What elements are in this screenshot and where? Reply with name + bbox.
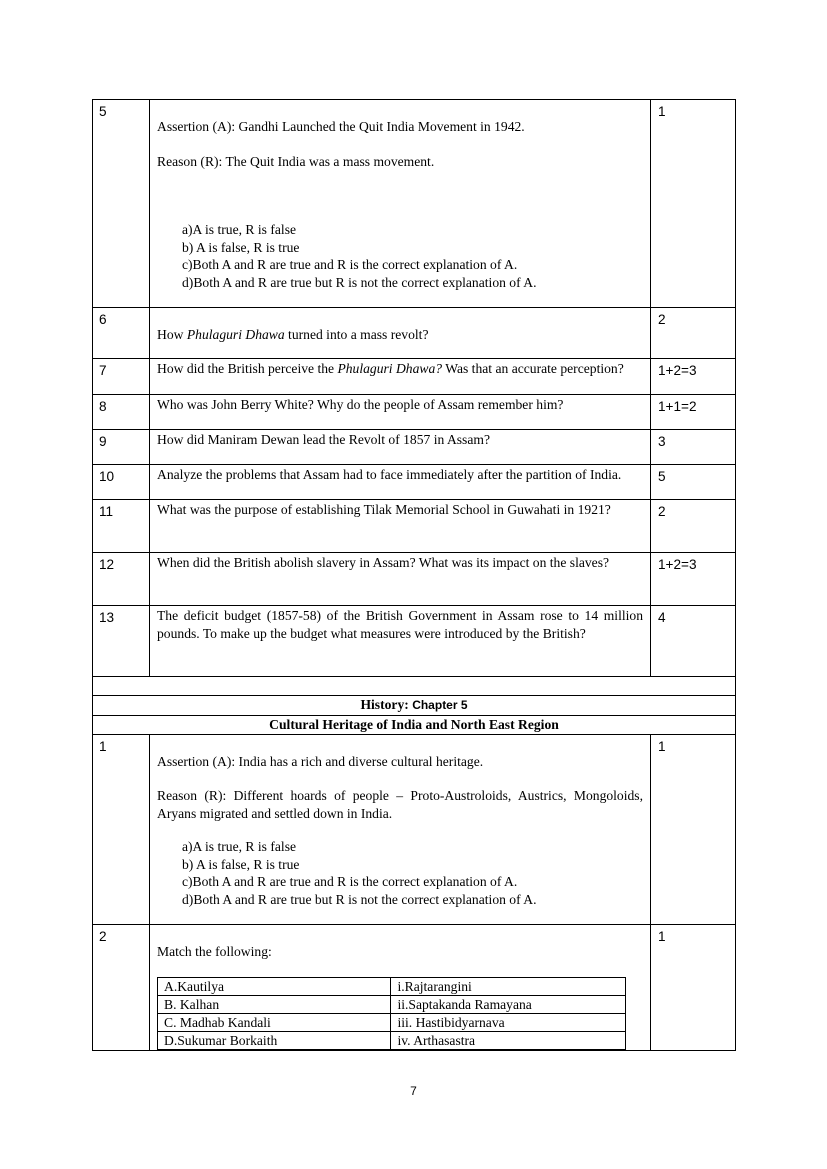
match-left: D.Sukumar Borkaith bbox=[158, 1032, 391, 1050]
question-number: 8 bbox=[93, 395, 150, 430]
question-text-part: How bbox=[157, 327, 187, 342]
question-number: 12 bbox=[93, 553, 150, 606]
match-right: iv. Arthasastra bbox=[391, 1032, 626, 1050]
question-marks: 1 bbox=[651, 734, 736, 924]
reason-text: Reason (R): The Quit India was a mass movement. bbox=[157, 153, 435, 169]
option-d: d)Both A and R are true but R is not the correct explanation of A. bbox=[182, 274, 537, 290]
option-d: d)Both A and R are true but R is not the correct explanation of A. bbox=[182, 891, 537, 907]
match-table bbox=[157, 977, 626, 1050]
match-row bbox=[158, 1014, 626, 1032]
spacer-cell bbox=[93, 677, 736, 696]
option-c: c)Both A and R are true and R is the correct explanation of A. bbox=[182, 257, 518, 272]
question-text-italic: Phulaguri Dhawa bbox=[186, 327, 285, 342]
question-text: What was the purpose of establishing Tilak Memorial School in Guwahati in 1921? bbox=[150, 500, 651, 553]
question-row bbox=[93, 606, 736, 677]
question-marks: 1+2=3 bbox=[651, 553, 736, 606]
match-left: A.Kautilya bbox=[158, 978, 391, 996]
question-text bbox=[150, 924, 651, 1051]
question-number: 6 bbox=[93, 308, 150, 359]
question-text: How did Maniram Dewan lead the Revolt of 1857 in Assam? bbox=[150, 430, 651, 465]
question-number: 1 bbox=[93, 734, 150, 924]
match-instruction: Match the following: bbox=[157, 943, 272, 959]
question-text: The deficit budget (1857-58) of the British Government in Assam rose to 14 million pounds. To make up the budget what measures were introduced by the British? bbox=[150, 606, 651, 677]
question-marks: 4 bbox=[651, 606, 736, 677]
options-list bbox=[157, 221, 643, 291]
question-marks: 1 bbox=[651, 924, 736, 1051]
match-row bbox=[158, 996, 626, 1014]
question-text: When did the British abolish slavery in Assam? What was its impact on the slaves? bbox=[150, 553, 651, 606]
question-text-part: turned into a mass revolt? bbox=[284, 327, 429, 342]
question-text-part: How did the British perceive the bbox=[157, 361, 338, 376]
question-number: 13 bbox=[93, 606, 150, 677]
option-a: a)A is true, R is false bbox=[182, 222, 297, 237]
match-left: C. Madhab Kandali bbox=[158, 1014, 391, 1032]
section-subheading-row bbox=[93, 715, 736, 734]
question-row bbox=[93, 734, 736, 924]
section-heading bbox=[93, 696, 736, 716]
question-row bbox=[93, 465, 736, 500]
question-number: 7 bbox=[93, 359, 150, 395]
question-text: Analyze the problems that Assam had to face immediately after the partition of India. bbox=[150, 465, 651, 500]
spacer-row bbox=[93, 677, 736, 696]
option-b: b) A is false, R is true bbox=[182, 856, 300, 872]
question-row bbox=[93, 100, 736, 308]
option-b: b) A is false, R is true bbox=[182, 239, 300, 255]
option-c: c)Both A and R are true and R is the correct explanation of A. bbox=[182, 874, 518, 889]
match-row bbox=[158, 978, 626, 996]
match-right: iii. Hastibidyarnava bbox=[391, 1014, 626, 1032]
question-row bbox=[93, 395, 736, 430]
question-number: 2 bbox=[93, 924, 150, 1051]
question-row bbox=[93, 500, 736, 553]
section-heading-row bbox=[93, 696, 736, 716]
question-marks: 1+1=2 bbox=[651, 395, 736, 430]
question-row bbox=[93, 553, 736, 606]
match-left: B. Kalhan bbox=[158, 996, 391, 1014]
question-row bbox=[93, 924, 736, 1051]
question-text-italic: Phulaguri Dhawa? bbox=[337, 361, 443, 376]
section-heading-chapter: Chapter 5 bbox=[412, 698, 468, 712]
reason-text: Reason (R): Different hoards of people – Proto-Austroloids, Austrics, Mongoloids, Aryans migrated and settled down in India. bbox=[157, 788, 643, 821]
question-marks: 1 bbox=[651, 100, 736, 308]
question-text bbox=[150, 100, 651, 308]
question-text bbox=[150, 734, 651, 924]
page-number: 7 bbox=[410, 1084, 417, 1098]
question-text bbox=[150, 359, 651, 395]
options-list bbox=[157, 838, 643, 908]
question-marks: 3 bbox=[651, 430, 736, 465]
question-number: 9 bbox=[93, 430, 150, 465]
question-table bbox=[92, 99, 736, 1051]
question-number: 10 bbox=[93, 465, 150, 500]
question-number: 11 bbox=[93, 500, 150, 553]
match-row bbox=[158, 1032, 626, 1050]
question-marks: 5 bbox=[651, 465, 736, 500]
question-row bbox=[93, 308, 736, 359]
question-marks: 2 bbox=[651, 500, 736, 553]
assertion-text: Assertion (A): Gandhi Launched the Quit India Movement in 1942. bbox=[157, 119, 525, 134]
question-row bbox=[93, 430, 736, 465]
match-right: i.Rajtarangini bbox=[391, 978, 626, 996]
question-number: 5 bbox=[93, 100, 150, 308]
section-subheading: Cultural Heritage of India and North East Region bbox=[93, 715, 736, 734]
question-marks: 2 bbox=[651, 308, 736, 359]
option-a: a)A is true, R is false bbox=[182, 839, 297, 854]
section-heading-title: History: bbox=[360, 697, 413, 712]
question-text: Who was John Berry White? Why do the people of Assam remember him? bbox=[150, 395, 651, 430]
question-row bbox=[93, 359, 736, 395]
question-text-part: Was that an accurate perception? bbox=[442, 361, 624, 376]
match-right: ii.Saptakanda Ramayana bbox=[391, 996, 626, 1014]
question-marks: 1+2=3 bbox=[651, 359, 736, 395]
question-text bbox=[150, 308, 651, 359]
assertion-text: Assertion (A): India has a rich and diverse cultural heritage. bbox=[157, 753, 484, 769]
